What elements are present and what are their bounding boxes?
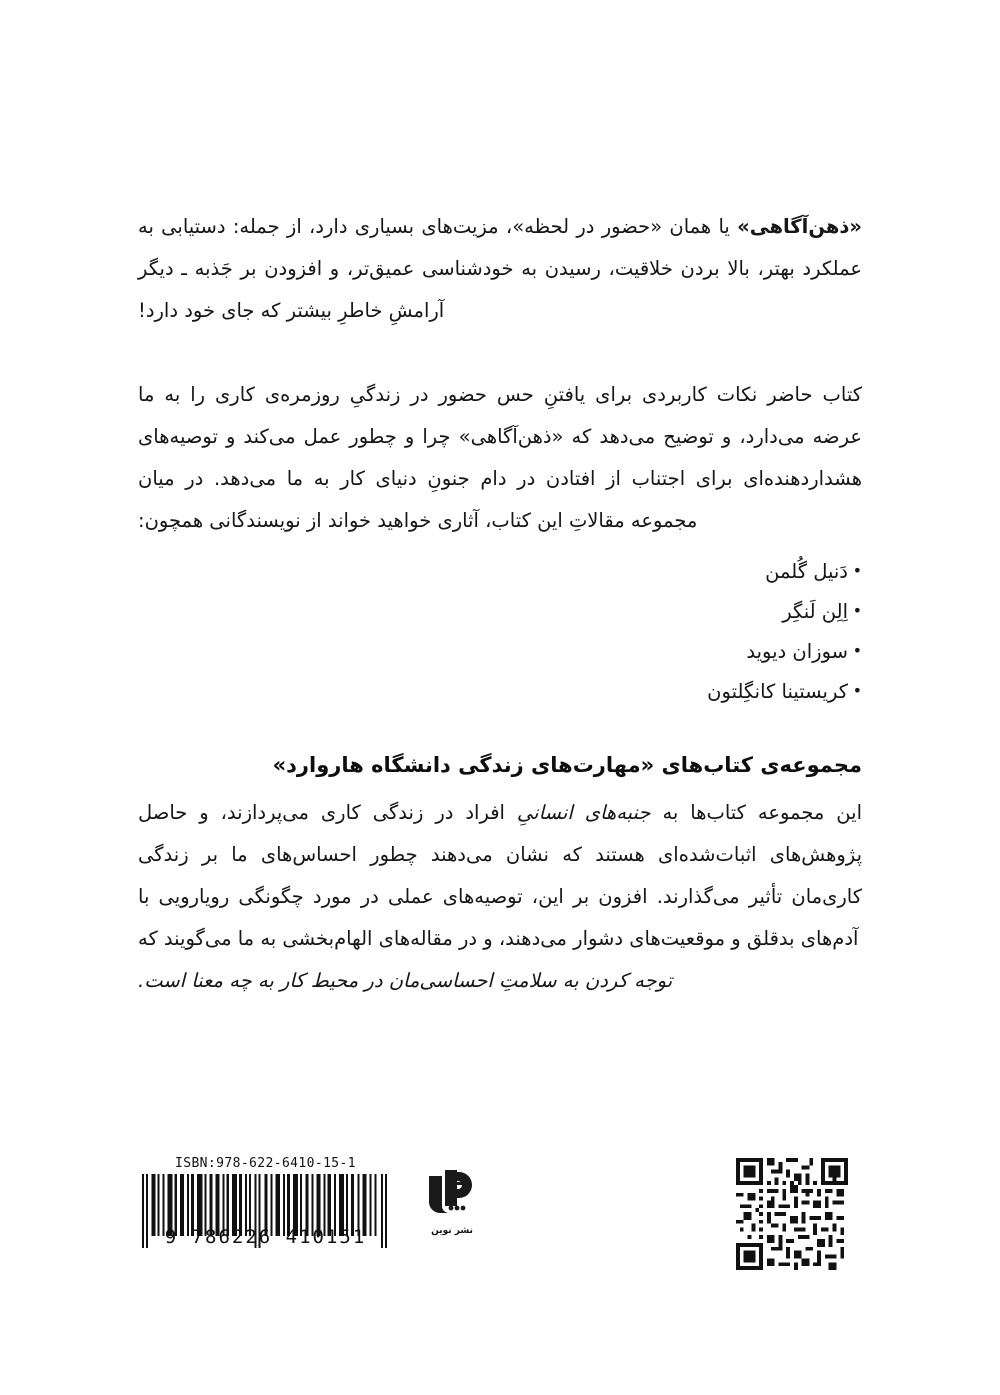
barcode-digits: 9 786226 410151	[164, 1226, 367, 1248]
isbn-barcode-block	[138, 1156, 393, 1248]
author-name: اِلِن لَنگِر	[782, 600, 848, 623]
list-item	[138, 672, 862, 712]
series-closing-line: توجه کردن به سلامتِ احساسی‌مان در محیط کار به چه معنا است.	[138, 969, 673, 992]
cover-footer	[0, 1148, 1000, 1298]
list-item	[138, 632, 862, 672]
author-name: کریستینا کانگِلتون	[707, 680, 848, 703]
list-item	[138, 552, 862, 592]
publisher-logo	[410, 1162, 494, 1236]
publisher-name: نشر نوین	[431, 1226, 473, 1236]
series-heading: مجموعه‌ی کتاب‌های «مهارت‌های زندگی دانشگاه هاروارد»	[272, 753, 862, 777]
author-name: سوزان دیوید	[746, 640, 848, 663]
intro-paragraph-text: یا همان «حضور در لحظه»، مزیت‌های بسیاری دارد، از جمله: دستیابی به عملکرد بهتر، بالا بردن خلاقیت، رسیدن به خودشناسی عمیق‌تر، و افزودن بر جَذبه ـ دیگر آرامشِ خاطرِ بیشتر که جای خود دارد!	[138, 215, 862, 322]
author-name: دَنیل گُلمن	[765, 560, 848, 583]
cover-text-content	[138, 206, 862, 1002]
list-item	[138, 592, 862, 632]
publisher-mark-icon	[410, 1162, 494, 1224]
author-list	[138, 552, 862, 712]
series-description-rest: افراد در زندگی کاری می‌پردازند، و حاصل پژوهش‌های اثبات‌شده‌ای هستند که نشان می‌دهند چطور احساس‌های ما بر زندگی کاری‌مان تأثیر می‌گذارند. افزون بر این، توصیه‌های عملی در مورد چگونگی رویارویی با آدم‌های بدقلق و موقعیت‌های دشوار می‌دهند، و در مقاله‌های الهام‌بخشی به ما می‌گویند که	[138, 801, 862, 950]
series-description-paragraph	[138, 792, 862, 960]
publisher-glyph-icon	[421, 1162, 483, 1224]
qr-code-icon	[736, 1158, 848, 1270]
isbn-text: ISBN:978-622-6410-15-1	[175, 1156, 356, 1171]
series-description-start: این مجموعه کتاب‌ها به	[650, 801, 862, 824]
mindfulness-term: «ذهن‌آگاهی»	[737, 215, 862, 238]
human-aspects-emphasis: جنبه‌های انسانیِ	[516, 801, 651, 824]
intro-paragraph	[138, 206, 862, 332]
qr-code	[736, 1158, 848, 1270]
book-description-paragraph: کتاب حاضر نکات کاربردی برای یافتنِ حس حضور در زندگیِ روزمره‌ی کاری را به ما عرضه می‌دارد، و توضیح می‌دهد که «ذهن‌آگاهی» چرا و چطور عمل می‌کند و توصیه‌های هشداردهنده‌ای برای اجتناب از افتادن در دام جنونِ دنیای کار به ما می‌دهد. در میان مجموعه مقالاتِ این کتاب، آثاری خواهید خواند از نویسندگانی همچون:	[138, 383, 862, 532]
